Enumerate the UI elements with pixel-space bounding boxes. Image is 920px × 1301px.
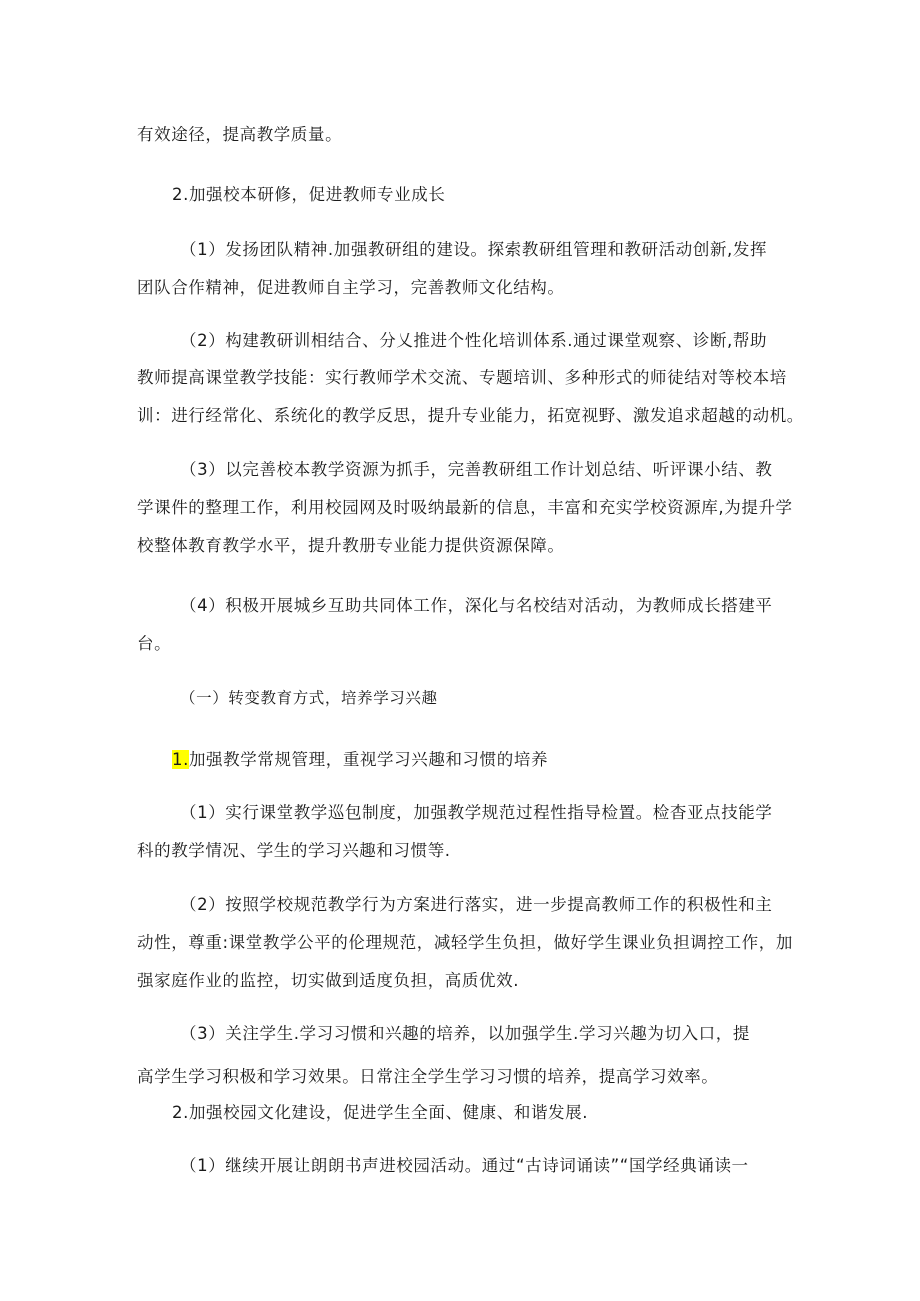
paragraph-line: 训：进行经常化、系统化的教学反思，提升专业能力，拓宽视野、激发追求超越的动机。 xyxy=(137,406,804,425)
section-heading: 2.加强校园文化建设，促进学生全面、健康、和谐发展. xyxy=(172,1103,589,1122)
paragraph-line: 有效途径，提高教学质量。 xyxy=(137,125,343,144)
paragraph-line: 学课件的整理工作，利用校园网及时吸纳最新的信息，丰富和充实学校资源库,为提升学 xyxy=(137,498,793,517)
highlighted-number: 1. xyxy=(172,750,189,769)
paragraph-line: （3）以完善校本教学资源为抓手，完善教研组工作计划总结、听评课小结、教 xyxy=(180,460,773,479)
section-heading xyxy=(172,749,548,771)
heading-text: 加强教学常规管理，重视学习兴趣和习惯的培养 xyxy=(188,750,549,769)
section-heading: 2.加强校本研修，促进教师专业成长 xyxy=(172,185,446,204)
paragraph-line: （4）积极开展城乡互助共同体工作，深化与名校结对活动，为教师成长搭建平 xyxy=(180,596,773,615)
paragraph-line: （3）关注学生.学习习惯和兴趣的培养，以加强学生.学习兴趣为切入口，提 xyxy=(180,1024,750,1043)
paragraph-line: 动性，尊重:课堂教学公平的伦理规范，减轻学生负担，做好学生课业负担调控工作，加 xyxy=(137,933,793,952)
section-heading: （一）转变教育方式，培养学习兴趣 xyxy=(180,689,438,707)
paragraph-line: 团队合作精神，促进教师自主学习，完善教师文化结构。 xyxy=(137,278,565,297)
paragraph-line: 台。 xyxy=(137,634,172,653)
paragraph-line: 校整体教育教学水平，提升教册专业能力提供资源保障。 xyxy=(137,536,565,555)
paragraph-line: 科的教学情况、学生的学习兴趣和习惯等. xyxy=(137,841,451,860)
paragraph-line: （1）实行课堂教学巡包制度，加强教学规范过程性指导检置。检杳亚点技能学 xyxy=(180,803,773,822)
paragraph-line: （1）发扬团队精神.加强教研组的建设。探索教研组管理和教研活动创新,发挥 xyxy=(180,240,768,259)
paragraph-line: （2）按照学校规范教学行为方案进行落实，进一步提高教师工作的积极性和主 xyxy=(180,895,773,914)
paragraph-line: 教师提高课堂教学技能：实行教师学术交流、专题培训、多种形式的师徒结对等校本培 xyxy=(137,368,787,387)
paragraph-line: 强家庭作业的监控，切实做到适度负担，高质优效. xyxy=(137,971,520,990)
paragraph-line: （2）构建教研训相结合、分乂推进个性化培训体系.通过课堂观察、诊断,帮助 xyxy=(180,331,768,350)
paragraph-line: （1）继续开展让朗朗书声进校园活动。通过“古诗词诵读”“国学经典诵读一 xyxy=(180,1156,749,1175)
paragraph-line: 高学生学习积极和学习效果。日常注全学生学习习惯的培养，提高学习效率。 xyxy=(137,1067,719,1086)
